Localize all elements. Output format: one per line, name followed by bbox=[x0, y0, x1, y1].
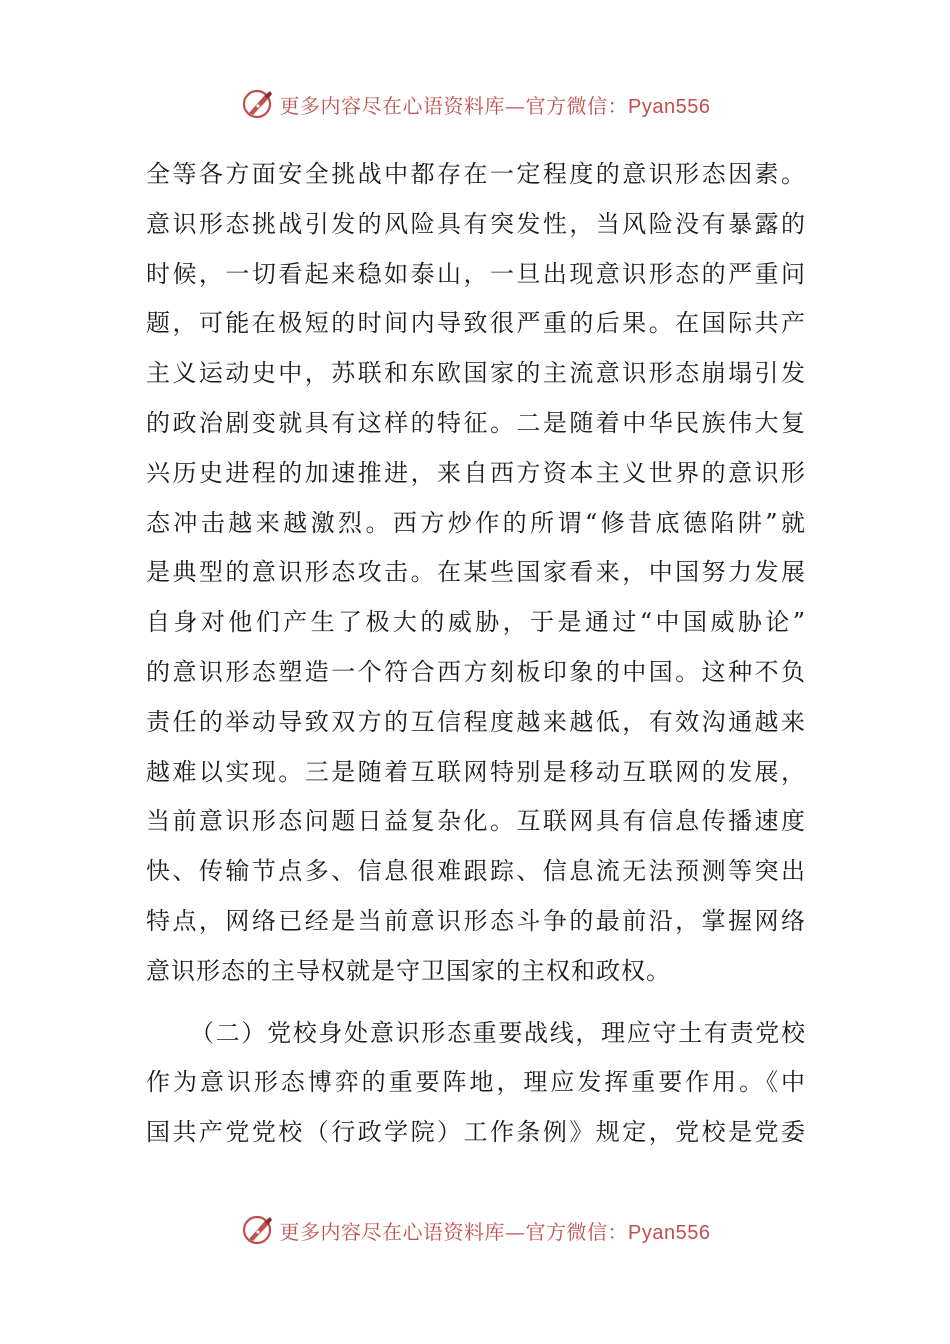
paragraph-1 bbox=[146, 150, 806, 997]
paragraph-gap bbox=[146, 997, 806, 1009]
text-line: 特点，网络已经是当前意识形态斗争的最前沿，掌握网络 bbox=[146, 906, 806, 935]
text-line: 态冲击越来越激烈。西方炒作的所谓“修昔底德陷阱”就 bbox=[146, 508, 806, 537]
text-line: 责任的举动导致双方的互信程度越来越低，有效沟通越来 bbox=[146, 707, 806, 736]
text-line: 主义运动史中，苏联和东欧国家的主流意识形态崩塌引发 bbox=[146, 359, 806, 388]
text-line: 的政治剧变就具有这样的特征。二是随着中华民族伟大复 bbox=[146, 408, 806, 437]
header-banner-text: 更多内容尽在心语资料库—官方微信：Pyan556 bbox=[279, 93, 711, 118]
text-line: 题，可能在极短的时间内导致很严重的后果。在国际共产 bbox=[146, 309, 806, 338]
text-line: 意识形态挑战引发的风险具有突发性，当风险没有暴露的 bbox=[146, 209, 806, 238]
text-line: 当前意识形态问题日益复杂化。互联网具有信息传播速度 bbox=[146, 807, 806, 836]
footer-banner bbox=[0, 1210, 950, 1250]
text-line: 意识形态的主导权就是守卫国家的主权和政权。 bbox=[146, 956, 671, 985]
text-line: 的意识形态塑造一个符合西方刻板印象的中国。这种不负 bbox=[146, 657, 806, 686]
text-line: 作为意识形态博弈的重要阵地，理应发挥重要作用。《中 bbox=[146, 1068, 806, 1097]
paragraph-2 bbox=[146, 1009, 806, 1158]
text-line: 快、传输节点多、信息很难跟踪、信息流无法预测等突出 bbox=[146, 857, 806, 886]
text-line: 是典型的意识形态攻击。在某些国家看来，中国努力发展 bbox=[146, 558, 806, 587]
header-banner bbox=[0, 84, 950, 124]
pen-nib-logo-icon bbox=[240, 1212, 276, 1248]
text-line: （二）党校身处意识形态重要战线，理应守土有责党校 bbox=[190, 1018, 806, 1047]
text-line: 时候，一切看起来稳如泰山，一旦出现意识形态的严重问 bbox=[146, 259, 806, 288]
text-line: 自身对他们产生了极大的威胁，于是通过“中国威胁论” bbox=[146, 608, 806, 637]
text-line: 兴历史进程的加速推进，来自西方资本主义世界的意识形 bbox=[146, 458, 806, 487]
text-line: 国共产党党校（行政学院）工作条例》规定，党校是党委 bbox=[146, 1118, 806, 1147]
text-line: 越难以实现。三是随着互联网特别是移动互联网的发展， bbox=[146, 757, 806, 786]
footer-banner-text: 更多内容尽在心语资料库—官方微信：Pyan556 bbox=[279, 1219, 711, 1244]
pen-nib-logo-icon bbox=[240, 86, 276, 122]
text-line: 全等各方面安全挑战中都存在一定程度的意识形态因素。 bbox=[146, 160, 806, 188]
document-body bbox=[146, 150, 806, 1158]
